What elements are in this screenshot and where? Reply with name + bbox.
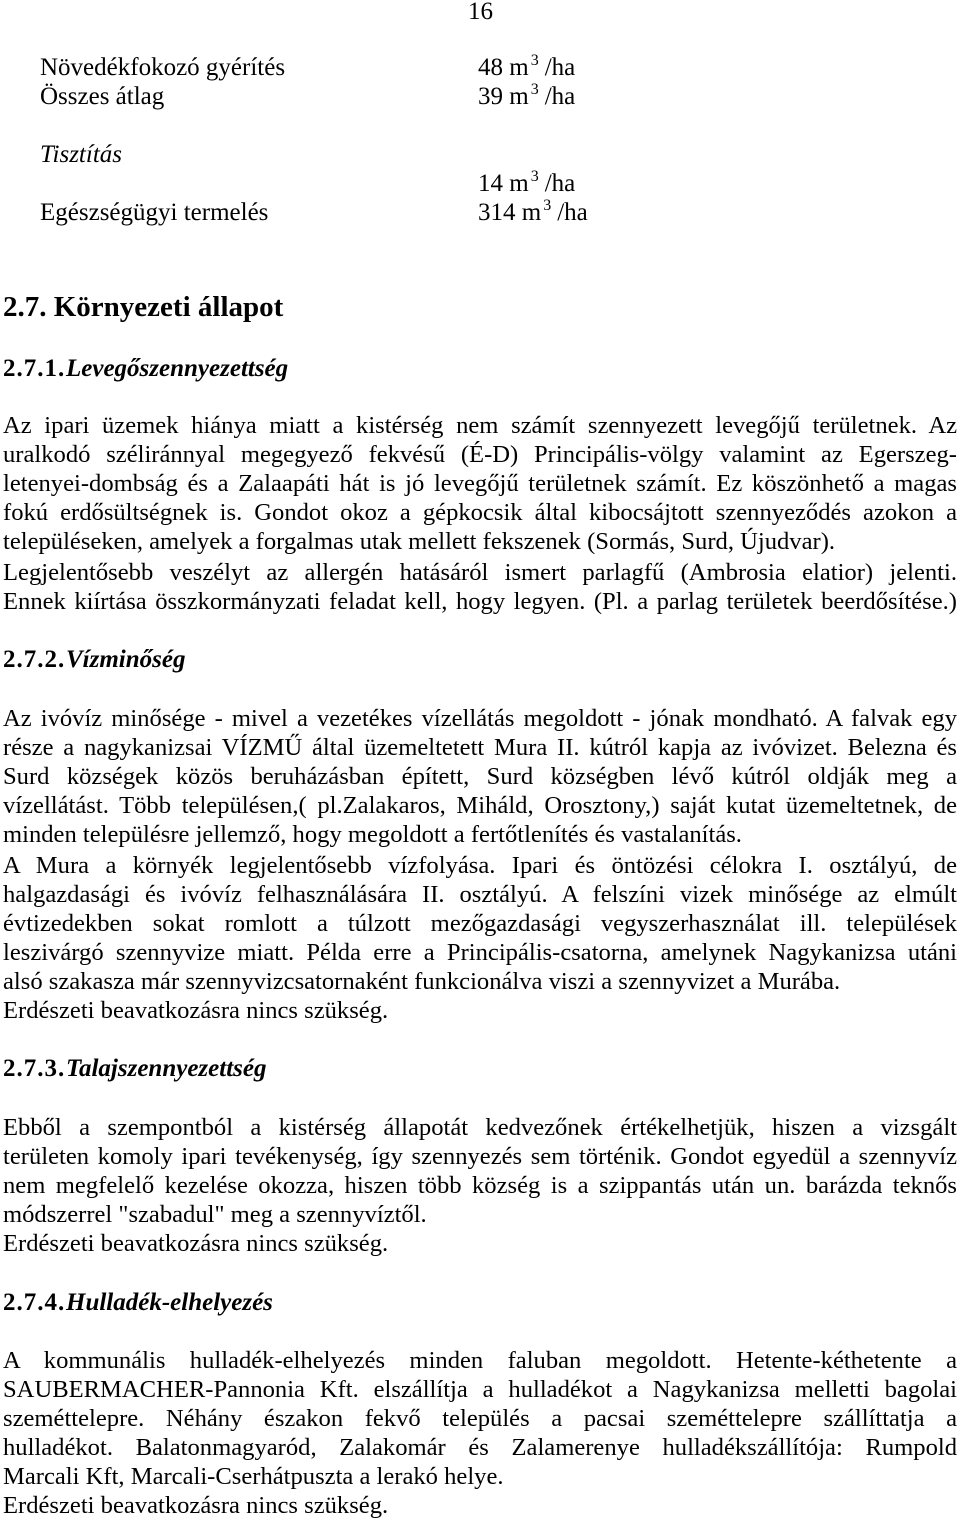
text-line: leszivárgó szennyvize miatt. Példa erre a Principális-csatorna, amelynek Nagykanizsa utáni [3,939,957,966]
paragraph [3,558,957,616]
row-value [478,169,575,198]
row-value [478,82,575,111]
value-number: 314 m [478,199,542,226]
section-number: 2.7.4. [3,1289,66,1316]
text-line: letenyei-dombság és a Zalaapáti hát is jó levegőjű területnek számít. Ez köszönhető a magas [3,470,957,497]
text-line: halgazdasági és ivóvíz felhasználására II. osztályú. A felszíni vizek minősége az elmúlt [3,881,957,908]
row-label: Összes átlag [40,83,165,110]
superscript: 3 [530,52,539,69]
paragraph [3,851,957,996]
section-title: Levegőszennyezettség [66,355,289,382]
text-line: nem megfelelő kezelése okozza, hiszen több község is a szippantás után un. barázda teknős [3,1172,957,1199]
page-number: 16 [468,0,493,25]
chapter-number: 2.7. [3,291,47,323]
text-line: alsó szakasza már szennyvizcsatornaként funkcionálva viszi a szennyvizet a Murába. [3,968,841,995]
section-heading [3,1288,273,1317]
value-unit: /ha [544,170,576,197]
text-line: Az ivóvíz minősége - mivel a vezetékes vízellátás megoldott - jónak mondható. A falvak egy [3,705,957,732]
text-line: szeméttelepre. Néhány északon fekvő település a pacsai szeméttelepre szállíttatja a [3,1405,957,1432]
text-line: Erdészeti beavatkozásra nincs szükség. [3,1492,389,1519]
text-line: területen komoly ipari tevékenység, így szennyezés sem történik. Gondot egyedül a szennyvíz [3,1143,957,1170]
text-line: módszerrel "szabadul" meg a szennyvíztől. [3,1201,427,1228]
text-line: része a nagykanizsai VÍZMŰ által üzemeltetett Mura II. kútról kapja az ivóvizet. Belezna és [3,734,957,761]
section-title: Talajszennyezettség [66,1055,267,1082]
text-line: Ebből a szempontból a kistérség állapotát kedvezőnek értékelhetjük, hiszen a vizsgált [3,1114,957,1141]
chapter-heading [3,290,283,324]
row-label: Növedékfokozó gyérítés [40,54,286,81]
section-heading [3,1054,266,1083]
paragraph [3,1229,957,1258]
row-label: Egészségügyi termelés [40,199,269,226]
section-number: 2.7.1. [3,355,66,382]
section-title: Vízminőség [66,646,186,673]
superscript: 3 [543,197,552,214]
section-heading [3,645,185,674]
text-line: Ennek kiírtása összkormányzati feladat kell, hogy legyen. (Pl. a parlag területek beerdősítése.) [3,588,957,615]
section-number: 2.7.2. [3,646,66,673]
row-value [478,198,588,227]
text-line: minden településre jellemző, hogy megoldott a fertőtlenítés és vastalanítás. [3,821,742,848]
value-unit: /ha [544,54,576,81]
text-line: Erdészeti beavatkozásra nincs szükség. [3,1230,389,1257]
section-heading [3,354,288,383]
paragraph [3,1346,957,1491]
text-line: Az ipari üzemek hiánya miatt a kistérség nem számít szennyezett levegőjű területnek. Az [3,412,957,439]
value-unit: /ha [544,83,576,110]
text-line: SAUBERMACHER-Pannonia Kft. elszállítja a hulladékot a Nagykanizsa melletti bagolai [3,1376,957,1403]
row-label: Tisztítás [40,141,122,168]
text-line: Marcali Kft, Marcali-Cserhátpuszta a lerakó helye. [3,1463,504,1490]
text-line: A Mura a környék legjelentősebb vízfolyása. Ipari és öntözési célokra I. osztályú, de [3,852,957,879]
paragraph [3,1491,957,1520]
text-line: hulladékot. Balatonmagyaród, Zalakomár és Zalamerenye hulladékszállítója: Rumpold [3,1434,957,1461]
text-line: Legjelentősebb veszélyt az allergén hatásáról ismert parlagfű (Ambrosia elatior) jelenti. [3,559,957,586]
text-line: Surd községek közös beruházásban épített, Surd községben lévő kútról oldják meg a [3,763,957,790]
superscript: 3 [530,81,539,98]
text-line: A kommunális hulladék-elhelyezés minden faluban megoldott. Hetente-kéthetente a [3,1347,957,1374]
row-value [478,53,575,82]
section-title: Hulladék-elhelyezés [66,1289,273,1316]
value-number: 48 m [478,54,529,81]
text-line: vízellátást. Több településen,( pl.Zalakaros, Miháld, Orosztony,) saját kutat üzemeltetnek, de [3,792,957,819]
text-line: fokú erdősültségnek is. Gondot okoz a gépkocsik által kibocsájtott szennyeződés azokon a [3,499,957,526]
value-number: 39 m [478,83,529,110]
chapter-title: Környezeti állapot [53,291,284,323]
superscript: 3 [530,168,539,185]
paragraph [3,411,957,556]
text-line: uralkodó széliránnyal megegyező fekvésű (É-D) Principális-völgy valamint az Egerszeg- [3,441,957,468]
paragraph [3,1113,957,1229]
text-line: településeken, amelyek a forgalmas utak mellett fekszenek (Sormás, Surd, Újudvar). [3,528,836,555]
paragraph [3,996,957,1025]
paragraph [3,704,957,849]
section-number: 2.7.3. [3,1055,66,1082]
value-number: 14 m [478,170,529,197]
text-line: évtizedekben sokat romlott a túlzott mezőgazdasági vegyszerhasználat ill. települések [3,910,957,937]
value-unit: /ha [557,199,588,226]
text-line: Erdészeti beavatkozásra nincs szükség. [3,997,389,1024]
